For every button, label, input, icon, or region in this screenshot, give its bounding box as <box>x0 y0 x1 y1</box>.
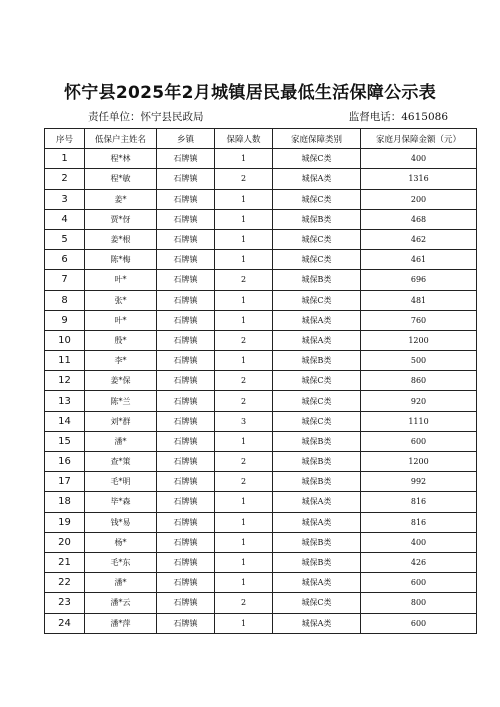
row-index: 22 <box>45 573 85 593</box>
responsible-unit: 责任单位：怀宁县民政局 <box>88 111 204 123</box>
amount: 462 <box>361 229 477 249</box>
table-row <box>45 149 477 169</box>
category: 城保B类 <box>273 209 361 229</box>
amount: 600 <box>361 613 477 633</box>
town: 石牌镇 <box>157 552 215 572</box>
table-row <box>45 209 477 229</box>
amount: 816 <box>361 492 477 512</box>
category: 城保A类 <box>273 330 361 350</box>
category: 城保B类 <box>273 452 361 472</box>
amount: 500 <box>361 351 477 371</box>
holder-name: 张* <box>85 290 157 310</box>
supervision-phone: 监督电话：4615086 <box>348 111 448 123</box>
town: 石牌镇 <box>157 189 215 209</box>
people-count: 1 <box>215 613 273 633</box>
table-row <box>45 512 477 532</box>
table-row <box>45 250 477 270</box>
people-count: 2 <box>215 371 273 391</box>
row-index: 11 <box>45 351 85 371</box>
people-count: 1 <box>215 250 273 270</box>
category: 城保B类 <box>273 351 361 371</box>
people-count: 1 <box>215 492 273 512</box>
people-count: 1 <box>215 573 273 593</box>
people-count: 2 <box>215 169 273 189</box>
amount: 461 <box>361 250 477 270</box>
row-index: 21 <box>45 552 85 572</box>
table-row <box>45 310 477 330</box>
table-row <box>45 472 477 492</box>
category: 城保C类 <box>273 229 361 249</box>
amount: 992 <box>361 472 477 492</box>
people-count: 1 <box>215 310 273 330</box>
category: 城保B类 <box>273 532 361 552</box>
people-count: 1 <box>215 290 273 310</box>
holder-name: 陈*梅 <box>85 250 157 270</box>
category: 城保A类 <box>273 492 361 512</box>
table-header-row <box>45 129 477 149</box>
amount: 426 <box>361 552 477 572</box>
row-index: 14 <box>45 411 85 431</box>
row-index: 9 <box>45 310 85 330</box>
row-index: 3 <box>45 189 85 209</box>
people-count: 1 <box>215 351 273 371</box>
people-count: 2 <box>215 452 273 472</box>
table-row <box>45 391 477 411</box>
town: 石牌镇 <box>157 310 215 330</box>
amount: 481 <box>361 290 477 310</box>
table-row <box>45 452 477 472</box>
holder-name: 潘* <box>85 431 157 451</box>
header-town: 乡镇 <box>157 129 215 149</box>
category: 城保C类 <box>273 391 361 411</box>
table-row <box>45 351 477 371</box>
holder-name: 李* <box>85 351 157 371</box>
row-index: 8 <box>45 290 85 310</box>
category: 城保A类 <box>273 613 361 633</box>
people-count: 2 <box>215 330 273 350</box>
row-index: 18 <box>45 492 85 512</box>
amount: 200 <box>361 189 477 209</box>
town: 石牌镇 <box>157 512 215 532</box>
table-row <box>45 330 477 350</box>
amount: 1110 <box>361 411 477 431</box>
table-row <box>45 552 477 572</box>
holder-name: 钱*易 <box>85 512 157 532</box>
category: 城保B类 <box>273 552 361 572</box>
holder-name: 潘*云 <box>85 593 157 613</box>
row-index: 19 <box>45 512 85 532</box>
holder-name: 毛*东 <box>85 552 157 572</box>
holder-name: 叶* <box>85 310 157 330</box>
amount: 920 <box>361 391 477 411</box>
holder-name: 殷* <box>85 330 157 350</box>
people-count: 1 <box>215 512 273 532</box>
amount: 696 <box>361 270 477 290</box>
holder-name: 毕*森 <box>85 492 157 512</box>
town: 石牌镇 <box>157 371 215 391</box>
holder-name: 贾*伢 <box>85 209 157 229</box>
table-row <box>45 492 477 512</box>
holder-name: 陈*兰 <box>85 391 157 411</box>
amount: 816 <box>361 512 477 532</box>
row-index: 15 <box>45 431 85 451</box>
town: 石牌镇 <box>157 492 215 512</box>
people-count: 2 <box>215 472 273 492</box>
table-row <box>45 411 477 431</box>
people-count: 3 <box>215 411 273 431</box>
holder-name: 姜* <box>85 189 157 209</box>
holder-name: 潘*萍 <box>85 613 157 633</box>
table-row <box>45 431 477 451</box>
town: 石牌镇 <box>157 431 215 451</box>
town: 石牌镇 <box>157 149 215 169</box>
table-row <box>45 290 477 310</box>
people-count: 1 <box>215 552 273 572</box>
category: 城保A类 <box>273 310 361 330</box>
category: 城保B类 <box>273 472 361 492</box>
holder-name: 姜*根 <box>85 229 157 249</box>
holder-name: 潘* <box>85 573 157 593</box>
town: 石牌镇 <box>157 391 215 411</box>
amount: 600 <box>361 573 477 593</box>
table-row <box>45 573 477 593</box>
table-row <box>45 371 477 391</box>
town: 石牌镇 <box>157 532 215 552</box>
town: 石牌镇 <box>157 229 215 249</box>
holder-name: 毛*明 <box>85 472 157 492</box>
category: 城保B类 <box>273 270 361 290</box>
row-index: 1 <box>45 149 85 169</box>
town: 石牌镇 <box>157 169 215 189</box>
row-index: 7 <box>45 270 85 290</box>
category: 城保A类 <box>273 512 361 532</box>
holder-name: 刘*群 <box>85 411 157 431</box>
category: 城保C类 <box>273 411 361 431</box>
people-count: 2 <box>215 270 273 290</box>
row-index: 5 <box>45 229 85 249</box>
row-index: 6 <box>45 250 85 270</box>
header-category: 家庭保障类别 <box>273 129 361 149</box>
table-row <box>45 169 477 189</box>
town: 石牌镇 <box>157 250 215 270</box>
category: 城保C类 <box>273 371 361 391</box>
header-people: 保障人数 <box>215 129 273 149</box>
amount: 1316 <box>361 169 477 189</box>
holder-name: 程*敏 <box>85 169 157 189</box>
people-count: 1 <box>215 431 273 451</box>
holder-name: 姜*保 <box>85 371 157 391</box>
holder-name: 查*策 <box>85 452 157 472</box>
holder-name: 叶* <box>85 270 157 290</box>
category: 城保C类 <box>273 593 361 613</box>
row-index: 12 <box>45 371 85 391</box>
row-index: 2 <box>45 169 85 189</box>
amount: 1200 <box>361 452 477 472</box>
amount: 400 <box>361 532 477 552</box>
table-row <box>45 532 477 552</box>
category: 城保C类 <box>273 189 361 209</box>
row-index: 4 <box>45 209 85 229</box>
category: 城保A类 <box>273 573 361 593</box>
row-index: 16 <box>45 452 85 472</box>
holder-name: 程*林 <box>85 149 157 169</box>
category: 城保C类 <box>273 250 361 270</box>
town: 石牌镇 <box>157 452 215 472</box>
people-count: 1 <box>215 209 273 229</box>
category: 城保B类 <box>273 431 361 451</box>
page-title: 怀宁县2025年2月城镇居民最低生活保障公示表 <box>63 83 437 103</box>
people-count: 1 <box>215 149 273 169</box>
table-row <box>45 613 477 633</box>
town: 石牌镇 <box>157 613 215 633</box>
amount: 800 <box>361 593 477 613</box>
table-row <box>45 593 477 613</box>
row-index: 10 <box>45 330 85 350</box>
table-row <box>45 270 477 290</box>
header-name: 低保户主姓名 <box>85 129 157 149</box>
table-row <box>45 189 477 209</box>
town: 石牌镇 <box>157 290 215 310</box>
category: 城保C类 <box>273 290 361 310</box>
town: 石牌镇 <box>157 593 215 613</box>
people-count: 2 <box>215 391 273 411</box>
row-index: 20 <box>45 532 85 552</box>
row-index: 24 <box>45 613 85 633</box>
row-index: 23 <box>45 593 85 613</box>
amount: 860 <box>361 371 477 391</box>
town: 石牌镇 <box>157 472 215 492</box>
category: 城保A类 <box>273 169 361 189</box>
amount: 760 <box>361 310 477 330</box>
people-count: 1 <box>215 532 273 552</box>
town: 石牌镇 <box>157 209 215 229</box>
records-table <box>44 128 477 634</box>
amount: 1200 <box>361 330 477 350</box>
people-count: 1 <box>215 189 273 209</box>
people-count: 1 <box>215 229 273 249</box>
header-index: 序号 <box>45 129 85 149</box>
town: 石牌镇 <box>157 573 215 593</box>
category: 城保C类 <box>273 149 361 169</box>
header-amount: 家庭月保障金额（元） <box>361 129 477 149</box>
town: 石牌镇 <box>157 411 215 431</box>
town: 石牌镇 <box>157 270 215 290</box>
holder-name: 杨* <box>85 532 157 552</box>
row-index: 13 <box>45 391 85 411</box>
town: 石牌镇 <box>157 330 215 350</box>
people-count: 2 <box>215 593 273 613</box>
table-row <box>45 229 477 249</box>
town: 石牌镇 <box>157 351 215 371</box>
amount: 468 <box>361 209 477 229</box>
amount: 600 <box>361 431 477 451</box>
row-index: 17 <box>45 472 85 492</box>
amount: 400 <box>361 149 477 169</box>
